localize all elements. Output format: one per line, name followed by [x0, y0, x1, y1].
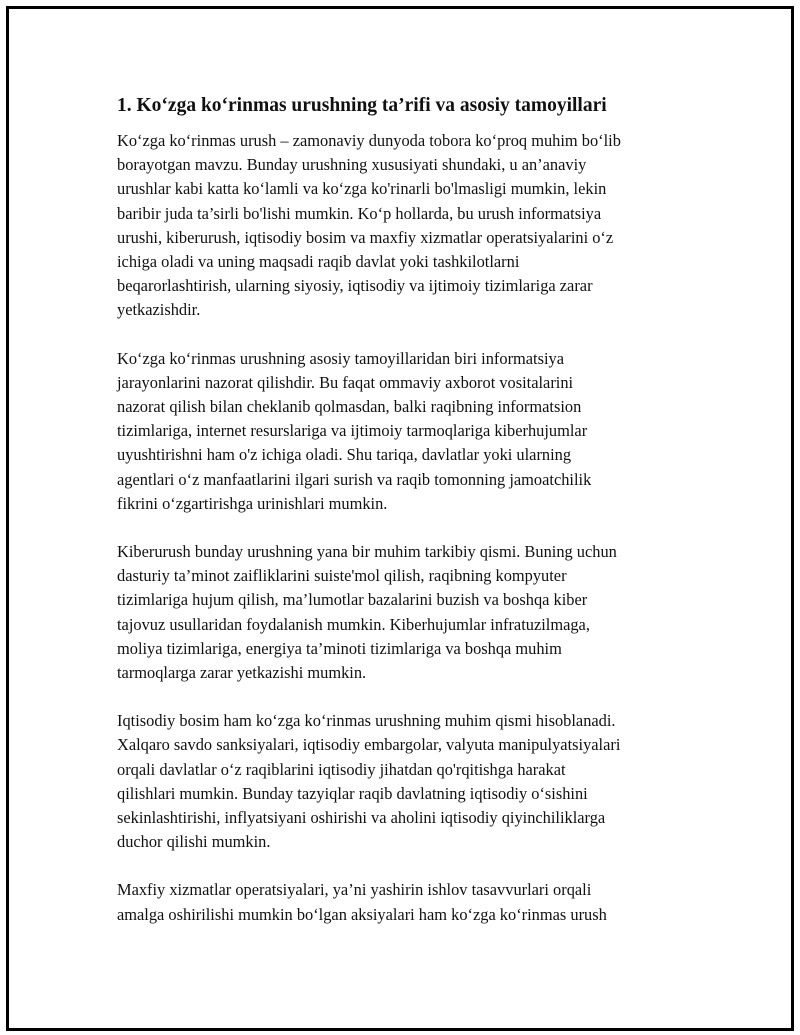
paragraph-line: Kiberurush bunday urushning yana bir muhim tarkibiy qismi. Buning uchun [117, 542, 617, 562]
paragraph-line: ichiga oladi va uning maqsadi raqib davlat yoki tashkilotlarni [117, 252, 520, 272]
paragraph-line: tajovuz usullaridan foydalanish mumkin. Kiberhujumlar infratuzilmaga, [117, 614, 590, 634]
paragraph-line: Maxfiy xizmatlar operatsiyalari, ya’ni yashirin ishlov tasavvurlari orqali [117, 880, 592, 900]
body-paragraph [117, 347, 702, 516]
paragraph-line: urushlar kabi katta ko‘lamli va ko‘zga ko'rinarli bo'lmasligi mumkin, lekin [117, 179, 607, 199]
document-body [117, 92, 702, 951]
paragraph-line: Ko‘zga ko‘rinmas urush – zamonaviy dunyoda tobora ko‘proq muhim bo‘lib [117, 131, 621, 150]
body-paragraph [117, 129, 702, 323]
paragraph-line: baribir juda ta’sirli bo'lishi mumkin. Ko‘p hollarda, bu urush informatsiya [117, 203, 602, 223]
paragraph-line: amalga oshirilishi mumkin bo‘lgan aksiyalari ham ko‘zga ko‘rinmas urush [117, 904, 607, 924]
paragraph-line: Iqtisodiy bosim ham ko‘zga ko‘rinmas urushning muhim qismi hisoblanadi. [117, 711, 616, 731]
paragraph-line: agentlari o‘z manfaatlarini ilgari surish va raqib tomonning jamoatchilik [117, 469, 592, 489]
paragraph-line: dasturiy ta’minot zaifliklarini suiste'mol qilish, raqibning kompyuter [117, 566, 567, 586]
paragraph-line: tarmoqlarga zarar yetkazishi mumkin. [117, 663, 367, 683]
paragraph-line: tizimlariga hujum qilish, ma’lumotlar bazalarini buzish va boshqa kiber [117, 590, 588, 610]
paragraph-line: uyushtirishni ham o'z ichiga oladi. Shu tariqa, davlatlar yoki ularning [117, 445, 572, 465]
paragraph-line: orqali davlatlar o‘z raqiblarini iqtisodiy jihatdan qo'rqitishga harakat [117, 759, 566, 779]
paragraph-line: nazorat qilish bilan cheklanib qolmasdan, balki raqibning informatsion [117, 397, 582, 417]
paragraph-line: qilishlari mumkin. Bunday tazyiqlar raqib davlatning iqtisodiy o‘sishini [117, 783, 588, 803]
section-heading: 1. Ko‘zga ko‘rinmas urushning ta’rifi va asosiy tamoyillari [117, 95, 607, 116]
paragraph-line: urushi, kiberurush, iqtisodiy bosim va maxfiy xizmatlar operatsiyalarini o‘z [117, 227, 614, 247]
paragraph-line: fikrini o‘zgartirishga urinishlari mumkin. [117, 493, 388, 513]
paragraph-line: sekinlashtirishi, inflyatsiyani oshirishi va aholini iqtisodiy qiyinchiliklarga [117, 808, 606, 828]
paragraph-line: beqarorlashtirish, ularning siyosiy, iqtisodiy va ijtimoiy tizimlariga zarar [117, 276, 593, 296]
paragraph-line: jarayonlarini nazorat qilishdir. Bu faqat ommaviy axborot vositalarini [117, 372, 574, 392]
paragraph-line: Ko‘zga ko‘rinmas urushning asosiy tamoyillaridan biri informatsiya [117, 348, 565, 368]
body-paragraph [117, 878, 702, 926]
body-paragraph [117, 709, 702, 854]
paragraph-line: yetkazishdir. [117, 300, 201, 320]
paragraph-line: borayotgan mavzu. Bunday urushning xususiyati shundaki, u an’anaviy [117, 155, 587, 175]
paragraph-line: tizimlariga, internet resurslariga va ijtimoiy tarmoqlariga kiberhujumlar [117, 421, 588, 441]
paragraph-list [117, 129, 702, 927]
body-paragraph [117, 540, 702, 685]
paragraph-line: Xalqaro savdo sanksiyalari, iqtisodiy embargolar, valyuta manipulyatsiyalari [117, 735, 621, 755]
paragraph-line: moliya tizimlariga, energiya ta’minoti tizimlariga va boshqa muhim [117, 638, 562, 658]
paragraph-line: duchor qilishi mumkin. [117, 832, 271, 852]
